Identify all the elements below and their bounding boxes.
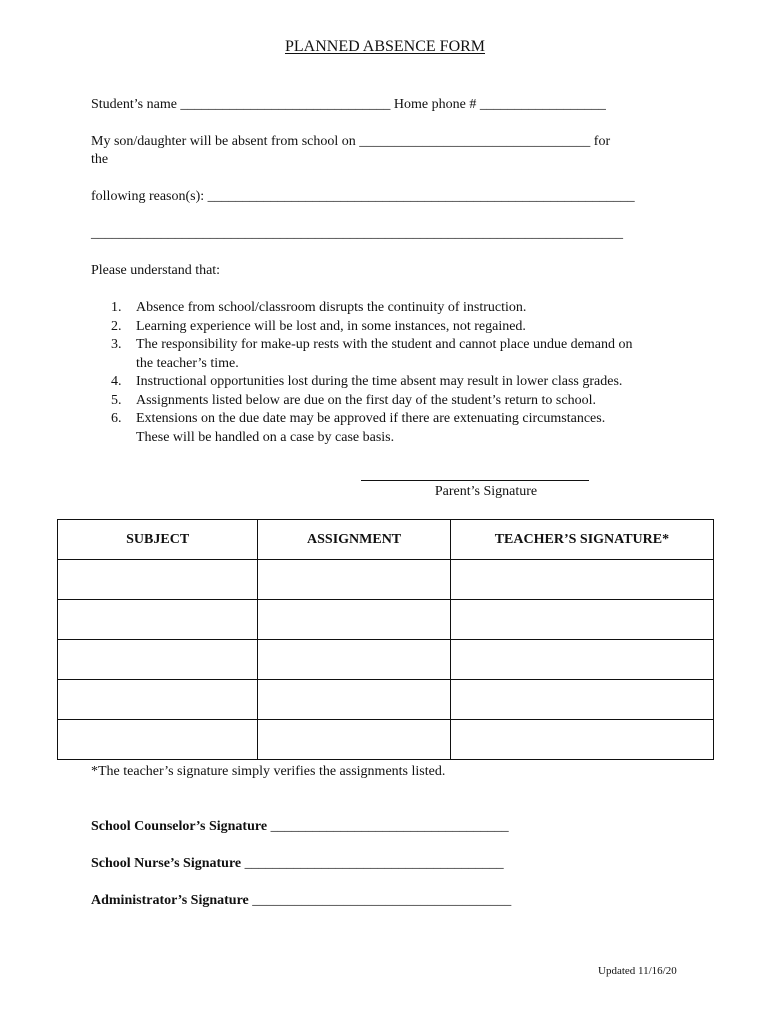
list-item: 6. Extensions on the due date may be approved if there are extenuating circumstances. These will be handled on a case by case basis.	[111, 411, 606, 445]
assignment-cell[interactable]	[258, 600, 451, 640]
parent-signature-line[interactable]	[361, 480, 589, 481]
understand-intro: Please understand that:	[91, 263, 221, 278]
assignment-table	[57, 519, 714, 760]
admin-signature-line[interactable]: _____________________________________	[252, 893, 512, 908]
parent-signature-label: Parent’s Signature	[434, 484, 538, 499]
form-title: PLANNED ABSENCE FORM	[284, 38, 486, 55]
assignment-cell[interactable]	[258, 720, 451, 760]
table-row	[58, 560, 714, 600]
teacher-signature-footnote: *The teacher’s signature simply verifies the assignments listed.	[91, 764, 446, 779]
updated-date: Updated 11/16/20	[598, 965, 677, 977]
admin-signature-label: Administrator’s Signature	[91, 893, 249, 908]
teacher-signature-cell[interactable]	[450, 640, 713, 680]
table-row	[58, 680, 714, 720]
admin-signature-row	[91, 893, 511, 909]
list-item: 4. Instructional opportunities lost during the time absent may result in lower class grades.	[111, 374, 623, 389]
assignment-header: ASSIGNMENT	[258, 520, 451, 560]
conditions-list	[91, 299, 691, 447]
table-header-row	[58, 520, 714, 560]
list-item: 1. Absence from school/classroom disrupts the continuity of instruction.	[111, 300, 527, 315]
reason-line: following reason(s): _____________________________________________________________	[91, 189, 635, 204]
table-row	[58, 640, 714, 680]
subject-cell[interactable]	[58, 680, 258, 720]
subject-cell[interactable]	[58, 560, 258, 600]
assignment-cell[interactable]	[258, 680, 451, 720]
nurse-signature-line[interactable]: _____________________________________	[244, 856, 504, 871]
list-item: 3. The responsibility for make-up rests with the student and cannot place undue demand on the teacher’s time.	[111, 337, 633, 371]
absent-date-line: My son/daughter will be absent from school on _________________________________ for	[91, 134, 611, 149]
teacher-signature-cell[interactable]	[450, 680, 713, 720]
counselor-signature-row	[91, 819, 509, 835]
list-item: 5. Assignments listed below are due on the first day of the student’s return to school.	[111, 392, 596, 408]
counselor-signature-line[interactable]: __________________________________	[270, 819, 509, 834]
subject-cell[interactable]	[58, 720, 258, 760]
assignment-cell[interactable]	[258, 560, 451, 600]
teacher-signature-header: TEACHER’S SIGNATURE*	[450, 520, 713, 560]
teacher-signature-cell[interactable]	[450, 560, 713, 600]
subject-header: SUBJECT	[58, 520, 258, 560]
table-row	[58, 600, 714, 640]
student-name-line: Student’s name ______________________________ Home phone # __________________	[91, 97, 606, 112]
reason-blank-line: ____________________________________________________________________________	[91, 226, 623, 241]
nurse-signature-label: School Nurse’s Signature	[91, 856, 242, 871]
nurse-signature-row	[91, 856, 504, 872]
subject-cell[interactable]	[58, 600, 258, 640]
table-row	[58, 720, 714, 760]
counselor-signature-label: School Counselor’s Signature	[91, 819, 268, 834]
assignment-cell[interactable]	[258, 640, 451, 680]
subject-cell[interactable]	[58, 640, 258, 680]
absent-date-line-cont: the	[91, 152, 109, 167]
list-item: 2. Learning experience will be lost and, in some instances, not regained.	[111, 318, 526, 334]
teacher-signature-cell[interactable]	[450, 600, 713, 640]
teacher-signature-cell[interactable]	[450, 720, 713, 760]
